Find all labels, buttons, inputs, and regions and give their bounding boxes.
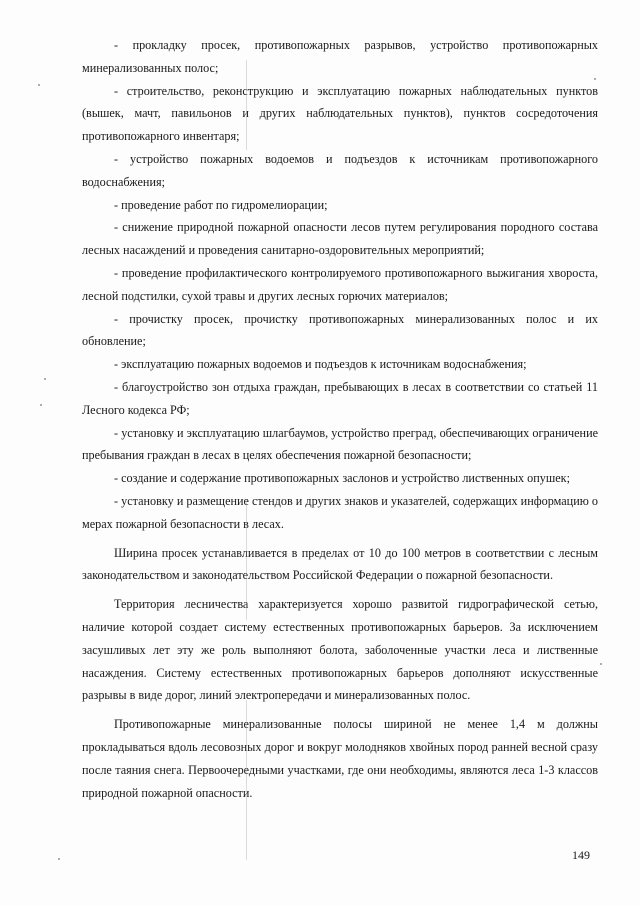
scan-artifact-line bbox=[246, 700, 247, 860]
list-item: - строительство, реконструкцию и эксплуатацию пожарных наблюдательных пунктов (вышек, мачт, павильонов и других наблюдательных пунктов), пунктов сосредоточения противопожарного инвентаря; bbox=[82, 83, 598, 144]
list-item: - создание и содержание противопожарных заслонов и устройство лиственных опушек; bbox=[114, 471, 570, 486]
list-item: - устройство пожарных водоемов и подъездов к источникам противопожарного водоснабжения; bbox=[82, 151, 598, 189]
scan-artifact-speck bbox=[58, 858, 60, 860]
list-item: - проведение профилактического контролируемого противопожарного выжигания хвороста, лесной подстилки, сухой травы и других лесных горючих материалов; bbox=[82, 265, 598, 303]
page-number: 149 bbox=[572, 848, 590, 862]
scan-artifact-speck bbox=[38, 84, 40, 86]
list-item: - снижение природной пожарной опасности лесов путем регулирования породного состава лесных насаждений и проведения санитарно-оздоровительных мероприятий; bbox=[82, 220, 598, 258]
scan-artifact-line bbox=[246, 500, 247, 620]
list-item: - благоустройство зон отдыха граждан, пребывающих в лесах в соответствии со статьей 11 Лесного кодекса РФ; bbox=[82, 379, 598, 417]
document-body bbox=[82, 34, 598, 804]
list-item: - прокладку просек, противопожарных разрывов, устройство противопожарных минерализованных полос; bbox=[82, 38, 598, 75]
list-item: - прочистку просек, прочистку противопожарных минерализованных полос и их обновление; bbox=[82, 311, 598, 349]
scan-artifact-speck bbox=[40, 404, 42, 406]
list-item: - проведение работ по гидромелиорации; bbox=[114, 197, 328, 212]
list-item: - установку и эксплуатацию шлагбаумов, устройство преград, обеспечивающих ограничение пребывания граждан в лесах в целях обеспечения пожарной безопасности; bbox=[82, 425, 598, 463]
scan-artifact-line bbox=[246, 60, 247, 150]
scan-artifact-speck bbox=[594, 78, 596, 80]
body-paragraph: Территория лесничества характеризуется хорошо развитой гидрографической сетью, наличие которой создает систему естественных противопожарных барьеров. За исключением засушливых лет эту же роль выполняют болота, заболоченные участки леса и лиственные насаждения. Систему естественных противопожарных барьеров дополняют искусственные разрывы в виде дорог, линий электропередачи и минерализованных полос. bbox=[82, 597, 598, 703]
body-paragraph: Ширина просек устанавливается в пределах от 10 до 100 метров в соответствии с лесным законодательством и законодательством Российской Федерации о пожарной безопасности. bbox=[82, 545, 598, 583]
scan-artifact-speck bbox=[44, 378, 46, 380]
list-item: - установку и размещение стендов и других знаков и указателей, содержащих информацию о мерах пожарной безопасности в лесах. bbox=[82, 493, 598, 531]
scan-artifact-speck bbox=[600, 663, 602, 665]
list-item: - эксплуатацию пожарных водоемов и подъездов к источникам водоснабжения; bbox=[114, 357, 527, 372]
body-paragraph: Противопожарные минерализованные полосы шириной не менее 1,4 м должны прокладываться вдоль лесовозных дорог и вокруг молодняков хвойных пород ранней весной сразу после таяния снега. Первоочередными участками, где они необходимы, являются леса 1-3 классов природной пожарной опасности. bbox=[82, 717, 598, 800]
